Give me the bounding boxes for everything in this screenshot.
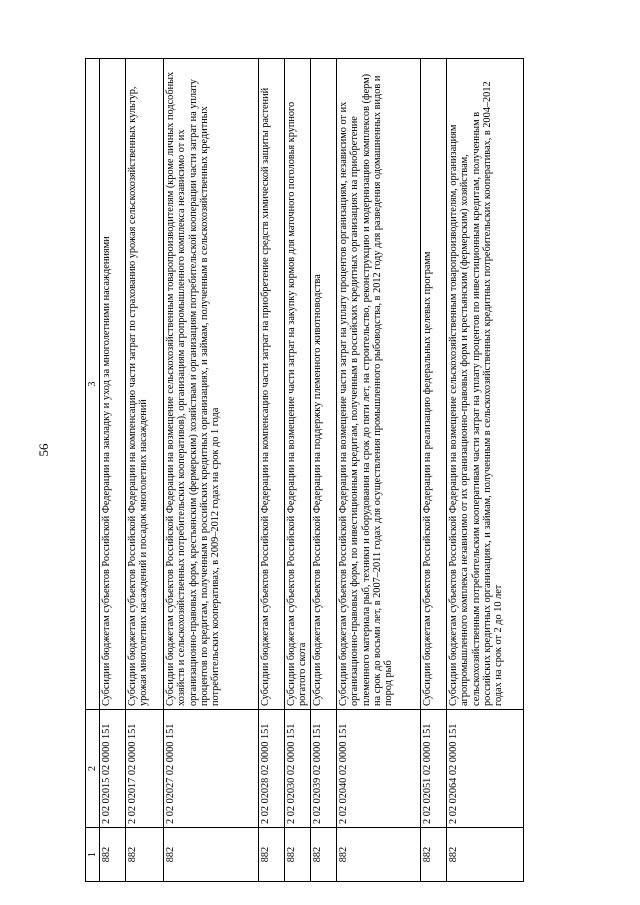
budget-code: 2 02 02051 02 0000 151	[420, 709, 446, 827]
description: Субсидии бюджетам субъектов Российской Федерации на реализацию федеральных целевых программ	[420, 58, 446, 709]
page-number: 56	[36, 443, 51, 457]
admin-code: 882	[125, 827, 163, 881]
header-col-2: 2	[85, 709, 99, 827]
description: Субсидии бюджетам субъектов Российской Федерации на закладку и уход за многолетними насаждениями	[99, 58, 125, 709]
budget-code: 2 02 02064 02 0000 151	[446, 709, 523, 827]
admin-code: 882	[258, 827, 284, 881]
description: Субсидии бюджетам субъектов Российской Федерации на компенсацию части затрат на приобретение средств химической защиты растений	[258, 58, 284, 709]
table-row	[163, 58, 258, 881]
admin-code: 882	[284, 827, 310, 881]
admin-code: 882	[420, 827, 446, 881]
description: Субсидии бюджетам субъектов Российской Федерации на компенсацию части затрат по страхованию урожая сельскохозяйственных культур, урожая многолетних насаждений и посадок многолетних насаждений	[125, 58, 163, 709]
description: Субсидии бюджетам субъектов Российской Федерации на возмещение части затрат на закупку кормов для маточного поголовья крупного рогатого скота	[284, 58, 310, 709]
description: Субсидии бюджетам субъектов Российской Федерации на возмещение части затрат на уплату процентов организациям, независимо от их организационно-правовых форм, по инвестиционным кредитам, полученным в российских кредитных организациях на приобретение племенного материала рыб, техники и оборудования на срок до пяти лет, на строительство, реконструкцию и модернизацию комплексов (ферм) на срок до восьми лет, в 2007–2011 годах для осуществления промышленного рыбоводства, в 2012 году для разведения одомашненных видов и пород рыб	[336, 58, 420, 709]
header-row	[85, 58, 99, 881]
header-col-1: 1	[85, 827, 99, 881]
budget-code: 2 02 02040 02 0000 151	[336, 709, 420, 827]
budget-code: 2 02 02015 02 0000 151	[99, 709, 125, 827]
description: Субсидии бюджетам субъектов Российской Федерации на поддержку племенного животноводства	[310, 58, 336, 709]
admin-code: 882	[310, 827, 336, 881]
description: Субсидии бюджетам субъектов Российской Федерации на возмещение сельскохозяйственным товаропроизводителям (кроме личных подсобных хозяйств и сельскохозяйственных потребительских кооперативов), организациям агропромышленного комплекса независимо от их организационно-правовых форм, крестьянским (фермерским) хозяйствам и организациям потребительской кооперации части затрат на уплату процентов по кредитам, полученным в российских кредитных организациях, и займам, полученным в сельскохозяйственных кредитных потребительских кооперативах, в 2009–2012 годах на срок до 1 года	[163, 58, 258, 709]
admin-code: 882	[446, 827, 523, 881]
budget-code: 2 02 02027 02 0000 151	[163, 709, 258, 827]
budget-code: 2 02 02028 02 0000 151	[258, 709, 284, 827]
budget-code: 2 02 02039 02 0000 151	[310, 709, 336, 827]
budget-code: 2 02 02017 02 0000 151	[125, 709, 163, 827]
admin-code: 882	[99, 827, 125, 881]
header-col-3: 3	[85, 58, 99, 709]
description: Субсидии бюджетам субъектов Российской Федерации на возмещение сельскохозяйственным товаропроизводителям, организациям агропромышленного комплекса независимо от их организационно-правовых форм и крестьянским (фермерским) хозяйствам, сельскохозяйственным потребительским кооперативам части затрат на уплату процентов по инвестиционным кредитам, полученным в российских кредитных организациях, и займам, полученным в сельскохозяйственных кредитных потребительских кооперативах, в 2004–2012 годах на срок от 2 до 10 лет	[446, 58, 523, 709]
budget-code: 2 02 02030 02 0000 151	[284, 709, 310, 827]
budget-codes-table	[85, 58, 524, 882]
table-row	[284, 58, 310, 881]
rotated-page	[85, 59, 524, 882]
table-row	[336, 58, 420, 881]
table-row	[99, 58, 125, 881]
admin-code: 882	[163, 827, 258, 881]
table-row	[446, 58, 523, 881]
table-row	[420, 58, 446, 881]
table-row	[310, 58, 336, 881]
table-body	[99, 58, 523, 881]
table-row	[258, 58, 284, 881]
admin-code: 882	[336, 827, 420, 881]
table-row	[125, 58, 163, 881]
